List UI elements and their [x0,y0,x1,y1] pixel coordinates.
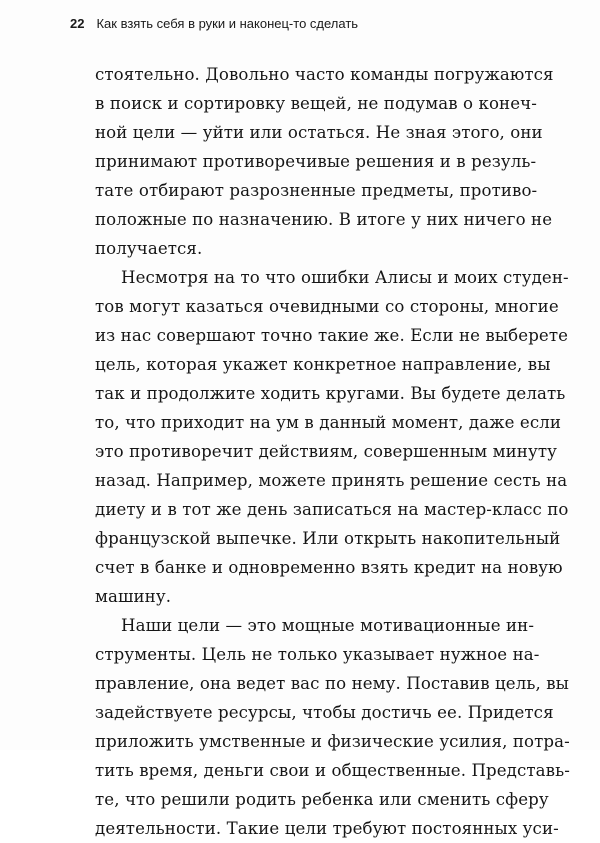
text-line: машину. [95,587,172,606]
text-line: французской выпечке. Или открыть накопительный [95,529,561,548]
paragraph [95,611,570,843]
text-line: струменты. Цель не только указывает нужное на- [95,645,540,664]
text-line: Несмотря на то что ошибки Алисы и моих студен- [121,268,569,287]
text-line: Наши цели — это мощные мотивационные ин- [121,616,535,635]
text-line: счет в банке и одновременно взять кредит на новую [95,558,563,577]
paragraph [95,263,569,611]
text-line: то, что приходит на ум в данный момент, даже если [95,413,562,432]
text-line: приложить умственные и физические усилия, потра- [95,732,570,751]
text-line: получается. [95,239,203,258]
text-line: так и продолжите ходить кругами. Вы будете делать [95,384,566,403]
text-line: правление, она ведет вас по нему. Поставив цель, вы [95,674,569,693]
text-line: задействуете ресурсы, чтобы достичь ее. Придется [95,703,554,722]
paragraph [95,60,554,263]
text-line: деятельности. Такие цели требуют постоянных уси- [95,819,559,838]
text-line: ной цели — уйти или остаться. Не зная этого, они [95,123,543,142]
text-line: это противоречит действиям, совершенным минуту [95,442,557,461]
text-line: из нас совершают точно такие же. Если не выберете [95,326,569,345]
text-line: назад. Например, можете принять решение сесть на [95,471,568,490]
text-line: принимают противоречивые решения и в резуль- [95,152,537,171]
text-line: в поиск и сортировку вещей, не подумав о конеч- [95,94,537,113]
text-line: тате отбирают разрозненные предметы, противо- [95,181,538,200]
text-line: диету и в тот же день записаться на мастер-класс по [95,500,569,519]
text-line: тить время, деньги свои и общественные. Представь- [95,761,570,780]
body-text [95,60,570,843]
running-title: Как взять себя в руки и наконец-то сделать [96,16,359,31]
text-line: цель, которая укажет конкретное направление, вы [95,355,551,374]
text-line: положные по назначению. В итоге у них ничего не [95,210,553,229]
text-line: те, что решили родить ребенка или сменить сферу [95,790,549,809]
running-header [70,16,358,31]
text-line: стоятельно. Довольно часто команды погружаются [95,65,554,84]
page-number: 22 [70,16,85,31]
text-line: тов могут казаться очевидными со стороны, многие [95,297,559,316]
